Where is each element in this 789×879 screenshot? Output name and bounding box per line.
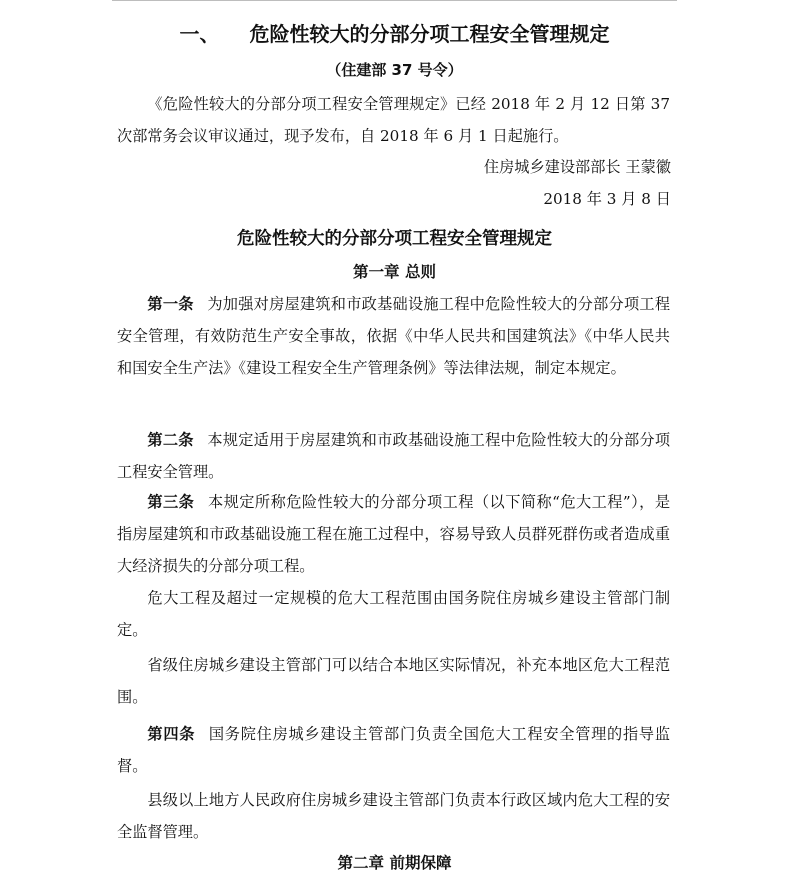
article-label: 第二条: [147, 431, 194, 449]
article-text: 省级住房城乡建设主管部门可以结合本地区实际情况，补充本地区危大工程范围。: [117, 656, 670, 706]
chapter-heading-1: 第一章 总则: [353, 263, 436, 281]
article-text: 为加强对房屋建筑和市政基础设施工程中危险性较大的分部分项工程安全管理，有效防范生产安全事故，依据《中华人民共和国建筑法》《中华人民共和国安全生产法》《建设工程安全生产管理条例》等法律法规，制定本规定。: [117, 295, 671, 377]
article-text: 本规定适用于房屋建筑和市政基础设施工程中危险性较大的分部分项工程安全管理。: [117, 431, 671, 481]
article-text: 本规定所称危险性较大的分部分项工程（以下简称“危大工程”），是指房屋建筑和市政基础设施工程在施工过程中，容易导致人员群死群伤或者造成重大经济损失的分部分项工程。: [117, 493, 671, 575]
article-paragraph: [117, 784, 670, 848]
regulation-title: 危险性较大的分部分项工程安全管理规定: [237, 229, 552, 249]
section-title-text: 危险性较大的分部分项工程安全管理规定: [249, 22, 610, 46]
article-label: 第一条: [147, 295, 194, 313]
intro-paragraph: 《危险性较大的分部分项工程安全管理规定》已经 2018 年 2 月 12 日第 37 次部常务会议审议通过，现予发布，自 2018 年 6 月 1 日起施行。: [117, 95, 670, 145]
article-label: 第四条: [147, 725, 196, 743]
chapter-heading-2: 第二章 前期保障: [337, 854, 452, 872]
order-number: （住建部 37 号令）: [326, 61, 463, 79]
article-paragraph: [117, 424, 670, 488]
article-text: 国务院住房城乡建设主管部门负责全国危大工程安全管理的指导监督。: [117, 725, 671, 775]
page-top-rule: [112, 0, 677, 1]
article-paragraph: [117, 486, 670, 582]
article-text: 危大工程及超过一定规模的危大工程范围由国务院住房城乡建设主管部门制定。: [117, 589, 670, 639]
signatory: 住房城乡建设部部长 王蒙徽: [483, 158, 671, 176]
article-paragraph: [117, 718, 670, 782]
article-paragraph: [117, 582, 670, 646]
article-paragraph: [117, 649, 670, 713]
article-label: 第三条: [147, 493, 195, 511]
section-title: [0, 20, 789, 48]
article-text: 县级以上地方人民政府住房城乡建设主管部门负责本行政区域内危大工程的安全监督管理。: [117, 791, 670, 841]
section-number: 一、: [179, 22, 220, 46]
article-paragraph: [117, 288, 670, 384]
issue-date: 2018 年 3 月 8 日: [543, 190, 671, 208]
